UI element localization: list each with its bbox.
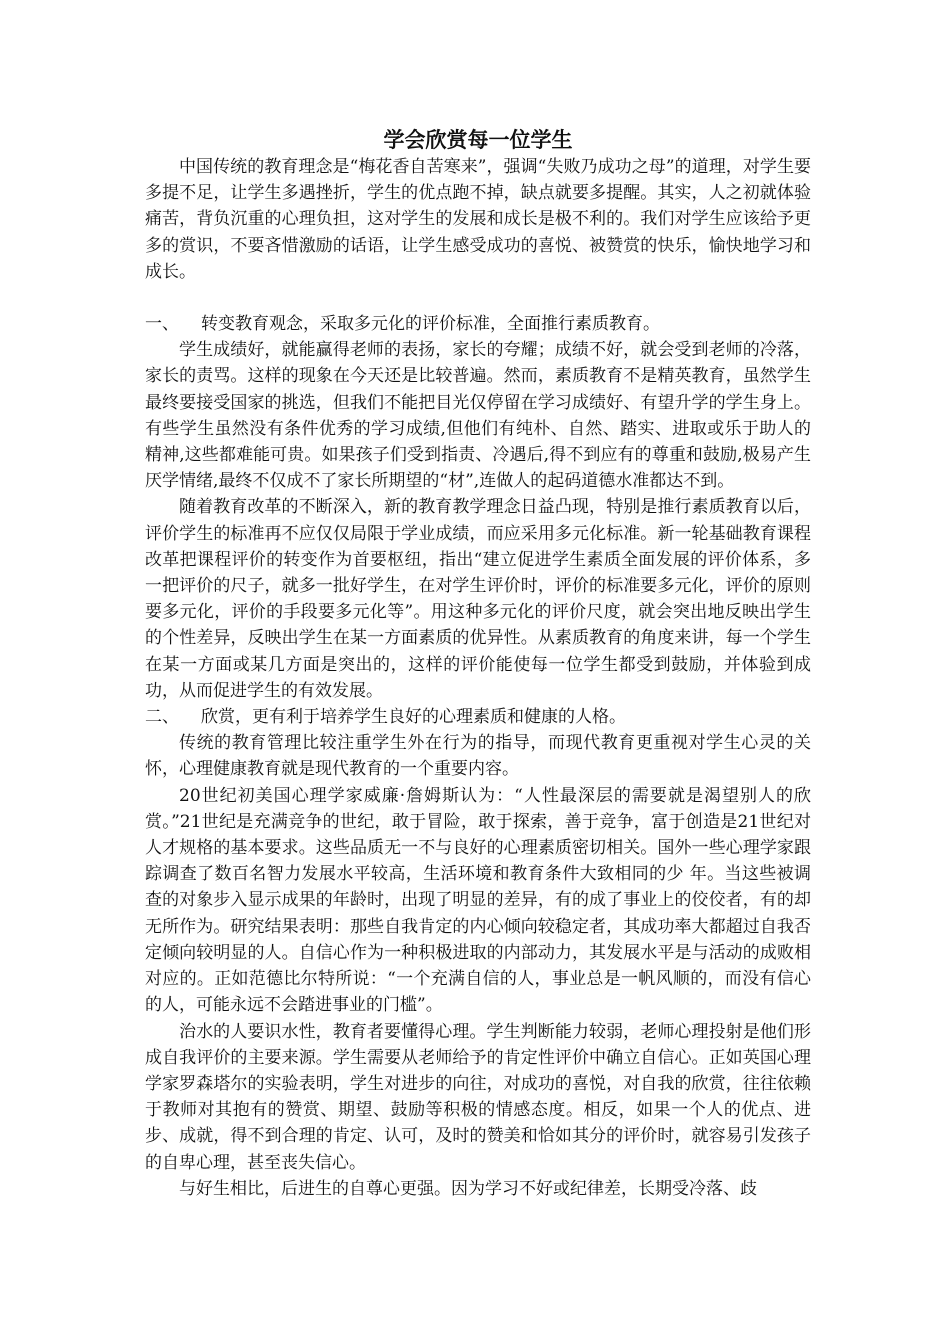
document-title: 学会欣赏每一位学生 [383, 128, 573, 152]
section-number: 二、 [145, 707, 179, 728]
paragraph: 随着教育改革的不断深入，新的教育教学理念日益凸现，特别是推行素质教育以后，评价学生的标准再不应仅仅局限于学业成绩，而应采用多元化标准。新一轮基础教育课程改革把课程评价的转变作为首要枢纽，指出“建立促进学生素质全面发展的评价体系，多一把评价的尺子，就多一批好学生，在对学生评价时，评价的标准要多元化，评价的原则要多元化，评价的手段要多元化等”。用这种多元化的评价尺度，就会突出地反映出学生的个性差异，反映出学生在某一方面素质的优异性。从素质教育的角度来讲，每一个学生在某一方面或某几方面是突出的，这样的评价能使每一位学生都受到鼓励，并体验到成功，从而促进学生的有效发展。 [145, 497, 811, 701]
section-heading-2 [145, 704, 811, 730]
paragraph: 传统的教育管理比较注重学生外在行为的指导，而现代教育更重视对学生心灵的关怀，心理健康教育就是现代教育的一个重要内容。 [145, 733, 811, 780]
document-page [145, 120, 811, 1202]
paragraph: 与好生相比，后进生的自尊心更强。因为学习不好或纪律差，长期受冷落、歧 [179, 1178, 757, 1199]
section-heading-text: 转变教育观念，采取多元化的评价标准，全面推行素质教育。 [201, 314, 660, 335]
section-heading-text: 欣赏，更有利于培养学生良好的心理素质和健康的人格。 [201, 707, 626, 728]
paragraph: 治水的人要识水性，教育者要懂得心理。学生判断能力较弱，老师心理投射是他们形成自我评价的主要来源。学生需要从老师给予的肯定性评价中确立自信心。正如英国心理学家罗森塔尔的实验表明，学生对进步的向往，对成功的喜悦，对自我的欣赏，往往依赖于教师对其抱有的赞赏、期望、鼓励等积极的情感态度。相反，如果一个人的优点、进步、成就，得不到合理的肯定、认可，及时的赞美和恰如其分的评价时，就容易引发孩子的自卑心理，甚至丧失信心。 [145, 1021, 811, 1173]
section-heading-1 [145, 311, 811, 337]
paragraph: 学生成绩好，就能赢得老师的表扬，家长的夸耀；成绩不好，就会受到老师的冷落，家长的责骂。这样的现象在今天还是比较普遍。然而，素质教育不是精英教育，虽然学生最终要接受国家的挑选，但我们不能把目光仅停留在学习成绩好、有望升学的学生身上。有些学生虽然没有条件优秀的学习成绩,但他们有纯朴、自然、踏实、进取或乐于助人的精神,这些都难能可贵。如果孩子们受到指责、冷遇后,得不到应有的尊重和鼓励,极易产生厌学情绪,最终不仅成不了家长所期望的“材”,连做人的起码道德水准都达不到。 [145, 340, 811, 492]
section-number: 一、 [145, 314, 179, 335]
paragraph: 20世纪初美国心理学家威廉·詹姆斯认为：“人性最深层的需要就是渴望别人的欣赏。”21世纪是充满竞争的世纪，敢于冒险，敢于探索，善于竞争，富于创造是21世纪对人才规格的基本要求。这些品质无一不与良好的心理素质密切相关。国外一些心理学家跟踪调查了数百名智力发展水平较高，生活环境和教育条件大致相同的少 年。当这些被调查的对象步入显示成果的年龄时，出现了明显的差异，有的成了事业上的佼佼者，有的却无所作为。研究结果表明：那些自我肯定的内心倾向较稳定者，其成功率大都超过自我否定倾向较明显的人。自信心作为一种积极进取的内部动力，其发展水平是与活动的成败相对应的。正如范德比尔特所说：“一个充满自信的人，事业总是一帆风顺的，而没有信心的人，可能永远不会踏进事业的门槛”。 [145, 785, 811, 1016]
paragraph-intro: 中国传统的教育理念是“梅花香自苦寒来”，强调“失败乃成功之母”的道理，对学生要多提不足，让学生多遇挫折，学生的优点跑不掉，缺点就要多提醒。其实，人之初就体验痛苦，背负沉重的心理负担，这对学生的发展和成长是极不利的。我们对学生应该给予更多的赏识，不要吝惜激励的话语，让学生感受成功的喜悦、被赞赏的快乐，愉快地学习和成长。 [145, 157, 811, 282]
blank-line [145, 285, 811, 311]
